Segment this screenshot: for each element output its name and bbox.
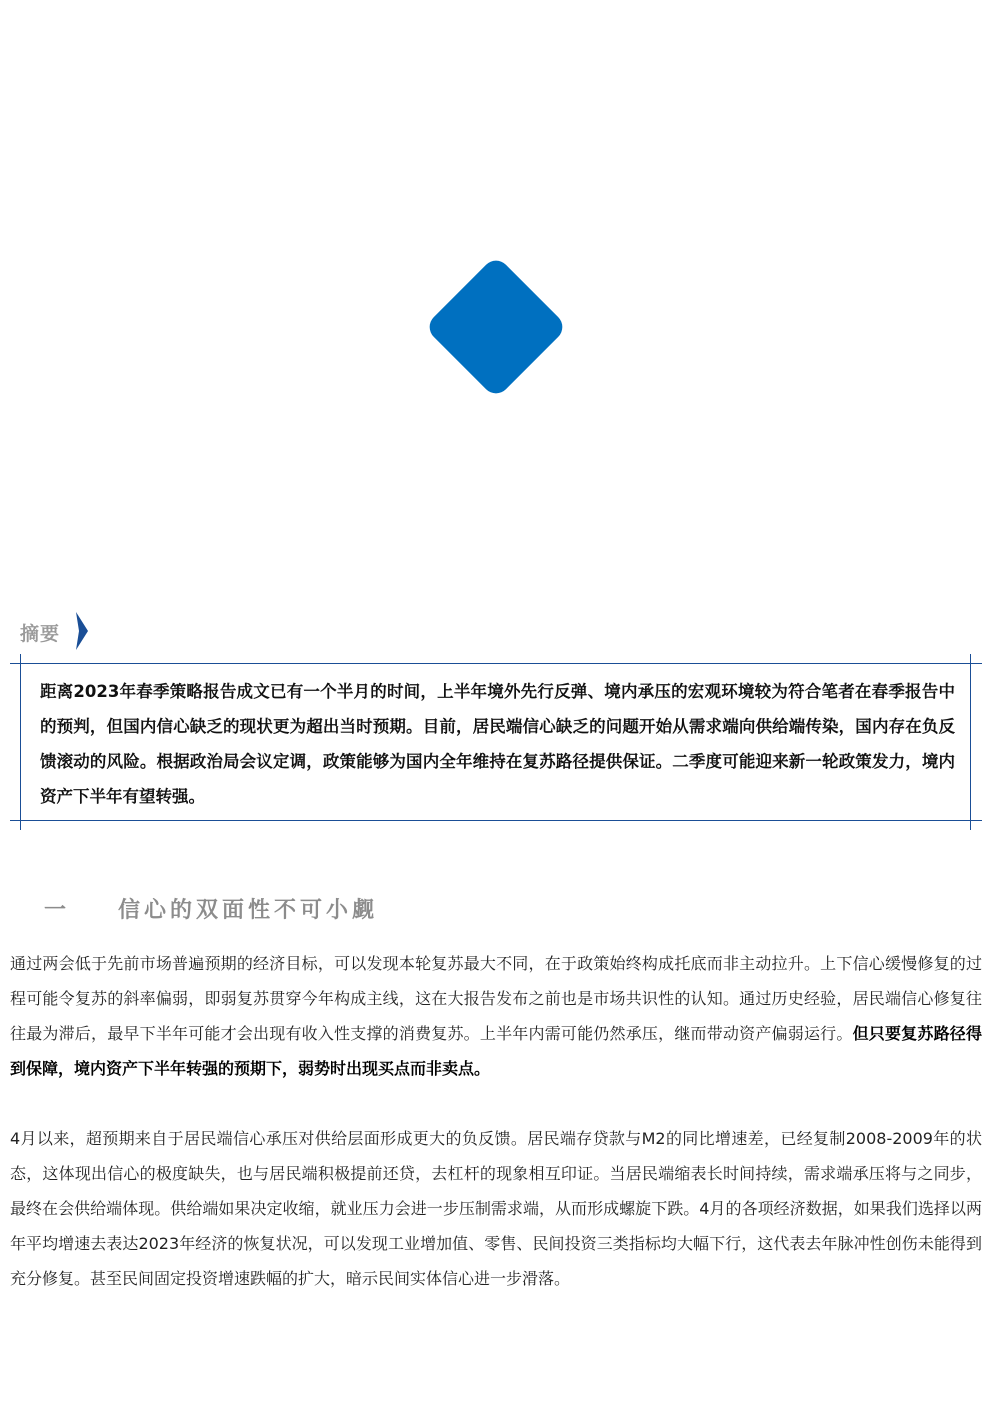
abstract-text: 距离2023年春季策略报告成文已有一个半月的时间，上半年境外先行反弹、境内承压的宏观环境较为符合笔者在春季报告中的预判，但国内信心缺乏的现状更为超出当时预期。目前，居民端信心缺乏的问题开始从需求端向供给端传染，国内存在负反馈滚动的风险。根据政治局会议定调，政策能够为国内全年维持在复苏路径提供保证。二季度可能迎来新一轮政策发力，境内资产下半年有望转强。: [40, 682, 955, 806]
abstract-heading: [20, 612, 60, 652]
paragraph-1-text: 通过两会低于先前市场普遍预期的经济目标，可以发现本轮复苏最大不同，在于政策始终构成托底而非主动拉升。上下信心缓慢修复的过程可能令复苏的斜率偏弱，即弱复苏贯穿今年构成主线，这在大报告发布之前也是市场共识性的认知。通过历史经验，居民端信心修复往往最为滞后，最早下半年可能才会出现有收入性支撑的消费复苏。上半年内需可能仍然承压，继而带动资产偏弱运行。: [10, 954, 982, 1043]
section-heading: [44, 888, 378, 928]
paragraph-1-emphasis: 但只要复苏路径得到保障，境内资产下半年转强的预期下，弱势时出现买点而非卖点。: [10, 1024, 982, 1078]
section-number: 一: [44, 897, 67, 923]
section-title: 信心的双面性不可小觑: [118, 897, 379, 923]
abstract-right-border: [970, 654, 971, 830]
abstract-title: 摘要: [20, 622, 61, 645]
paragraph-1: [10, 946, 982, 1086]
paragraph-2: 4月以来，超预期来自于居民端信心承压对供给层面形成更大的负反馈。居民端存贷款与M2的同比增速差，已经复制2008-2009年的状态，这体现出信心的极度缺失，也与居民端积极提前还贷，去杠杆的现象相互印证。当居民端缩表长时间持续，需求端承压将与之同步，最终在会供给端体现。供给端如果决定收缩，就业压力会进一步压制需求端，从而形成螺旋下跌。4月的各项经济数据，如果我们选择以两年平均增速去表达2023年经济的恢复状况，可以发现工业增加值、零售、民间投资三类指标均大幅下行，这代表去年脉冲性创伤未能得到充分修复。甚至民间固定投资增速跌幅的扩大，暗示民间实体信心进一步滑落。: [10, 1129, 982, 1288]
chevron-right-icon: [76, 612, 90, 650]
abstract-top-rule: [10, 663, 982, 664]
abstract-bottom-rule: [10, 820, 982, 821]
blue-diamond-logo: [424, 255, 568, 399]
abstract-left-border: [20, 654, 21, 830]
